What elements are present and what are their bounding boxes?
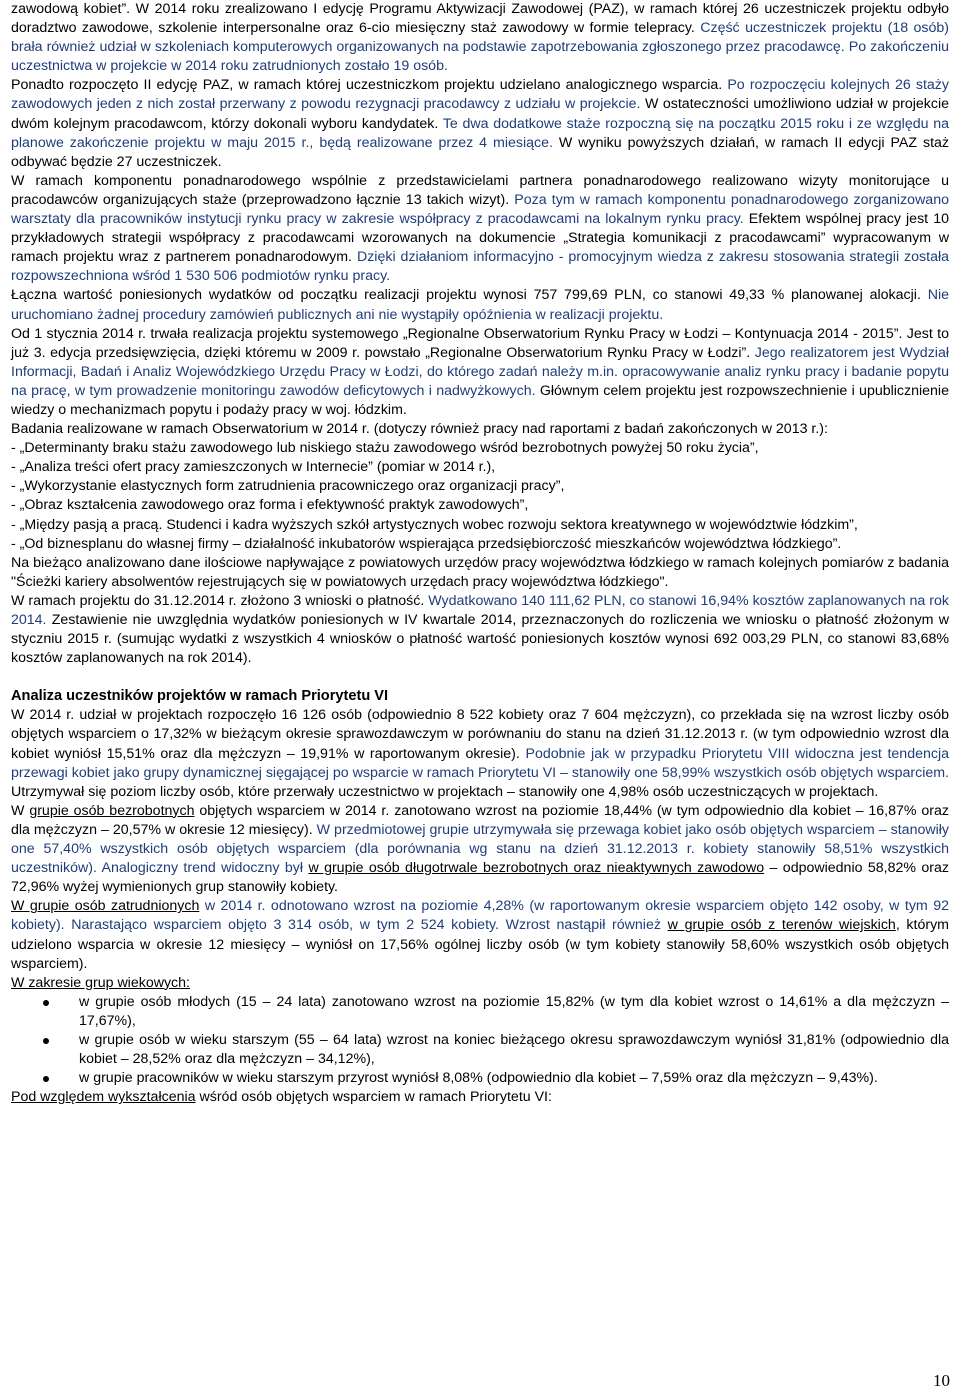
text: W wyniku powyższych działań, w ramach II edycji PAZ staż odbywać będzie 27 uczestniczek. (11, 134, 949, 170)
text: wśród osób objętych wsparciem w ramach Priorytetu VI: (199, 1089, 552, 1106)
text: Jego realizatorem jest Wydział Informacji, Badań i Analiz Wojewódzkiego Urzędu Pracy w Łodzi, do którego zadań należy m.in. opracowywanie analiz rynku pracy i badanie popytu na pracę, w tym prowadzenie monitoringu zawodów deficytowych i nadwyżkowych. (11, 344, 949, 399)
underlined-term: w grupie osób długotrwale bezrobotnych oraz nieaktywnych zawodowo (308, 860, 765, 877)
bullet-icon (43, 1038, 49, 1044)
document-page (11, 0, 949, 1107)
text: objętych wsparciem w 2014 r. zanotowano wzrost na poziomie 18,44% (w tym odpowiednio dla kobiet – 16,87% oraz dla mężczyzn – 20,57% w okresie 12 miesięcy). (11, 802, 949, 838)
text: W (11, 802, 25, 819)
text: W przedmiotowej grupie utrzymywała się przewaga kobiet jako osób objętych wsparciem – stanowiły one 57,40% wszystkich osób objętych wsparciem (dla porównania wg stanu na dzień 31.12.2013 r. kobiety stanowiły 58,51% wszystkich uczestników). Analogiczny trend widoczny był (11, 821, 949, 877)
text: Podobnie jak w przypadku Priorytetu VIII widoczna jest tendencja przewagi kobiet jako grupy dynamicznej sięgającej po wsparcie w ramach Priorytetu VI – stanowiły one 58,99% wszystkich osób objętych wsparciem. (11, 745, 949, 781)
bullet-icon (43, 1076, 49, 1082)
paragraph (11, 1088, 949, 1107)
paragraph (11, 897, 949, 973)
text: W 2014 r. udział w projektach rozpoczęło 16 126 osób (odpowiednio 8 522 kobiety oraz 7 604 mężczyzn), co przekłada się na wzrost liczby osób objętych wsparciem o 17,32% w bieżącym okresie sprawozdawczym w porównaniu do stanu na dzień 31.12.2013 r. (w tym odpowiednio wzrost dla kobiet wyniósł 15,51% oraz dla mężczyzn – 19,91% w raportowanym okresie). (11, 707, 949, 762)
list-item (11, 993, 949, 1031)
underlined-term: W grupie osób zatrudnionych (11, 898, 200, 915)
list-item (11, 1069, 949, 1088)
text: Utrzymywał się poziom liczby osób, które przerwały uczestnictwo w projektach – stanowiły one 4,98% osób uczestniczących w projektach. (11, 783, 879, 800)
list-item: - „Między pasją a pracą. Studenci i kadra wyższych szkół artystycznych wobec rozwoju sektora kreatywnego w województwie łódzkim”, (11, 516, 858, 533)
text: Dzięki działaniom informacyjno - promocyjnym wiedza z zakresu stosowania strategii została rozpowszechniona wśród 1 530 506 podmiotów rynku pracy. (11, 249, 950, 285)
text: W ramach komponentu ponadnarodowego wspólnie z przedstawicielami partnera ponadnarodowego realizowano wizyty monitorujące u pracodawców organizujących staże (przeprowadzono łącznie 13 takich wizyt). (11, 172, 949, 208)
list-item (11, 1031, 949, 1069)
underlined-term: W zakresie grup wiekowych: (11, 974, 190, 991)
text: Nie uruchomiano żadnej procedury zamówień publicznych ani nie wystąpiły opóźnienia w realizacji projektu. (11, 287, 949, 323)
list-item: - „Determinanty braku stażu zawodowego lub niskiego stażu zawodowego wśród bezrobotnych powyżej 50 roku życia”, (11, 440, 759, 457)
paragraph (11, 172, 949, 287)
text: Głównym celem projektu jest rozpowszechnienie i upublicznienie wiedzy o mechanizmach popytu i podaży pracy w woj. łódzkim. (11, 382, 949, 418)
text: Ponadto rozpoczęto II edycję PAZ, w ramach której uczestniczkom projektu udzielano analogicznego wsparcia. (11, 77, 723, 94)
paragraph (11, 0, 949, 76)
underlined-term: grupie osób bezrobotnych (29, 802, 195, 819)
paragraph (11, 325, 949, 420)
text: w 2014 r. odnotowano wzrost na poziomie 4,28% (w raportowanym okresie wsparciem objęto 142 osoby, w tym 92 kobiety). Narastająco wsparciem objęto 3 314 osób, w tym 2 524 kobiety. Wzrost nastąpił również (11, 898, 949, 934)
paragraph (11, 706, 949, 801)
bullet-list (11, 993, 949, 1088)
paragraph (11, 76, 949, 171)
text: Łączna wartość poniesionych wydatków od początku realizacji projektu wynosi 757 799,69 PLN, co stanowi 49,33 % planowanej alokacji. (11, 287, 921, 304)
text: , którym udzielono wsparcia w okresie 12 miesięcy – wyniósł on 17,56% ogólnej liczby osób (w tym kobiety stanowiły 58,60% wszystkich osób objętych wsparciem). (11, 917, 949, 972)
paragraph (11, 592, 949, 668)
bullet-icon (43, 1000, 49, 1006)
text: zawodową kobiet”. W 2014 roku zrealizowano I edycję Programu Aktywizacji Zawodowej (PAZ), w ramach której 26 uczestniczek projektu odbyło doradztwo zawodowe, szkolenie interpersonalne oraz 6-cio miesięczny staż zawodowy w formie telepracy. (11, 1, 949, 37)
underlined-term: Pod względem wykształcenia (11, 1089, 196, 1106)
paragraph (11, 802, 949, 897)
text: Od 1 stycznia 2014 r. trwała realizacja projektu systemowego „Regionalne Obserwatorium Rynku Pracy w Łodzi – Kontynuacja 2014 - 2015”. Jest to już 3. edycja przedsięwzięcia, dzięki któremu w 2009 r. powstało „Regionalne Obserwatorium Rynku Pracy w Łodzi”. (11, 325, 949, 361)
paragraph: Badania realizowane w ramach Obserwatorium w 2014 r. (dotyczy również pracy nad raportami z badań zakończonych w 2013 r.): (11, 421, 828, 438)
text: – odpowiednio 58,82% oraz 72,96% wyżej wymienionych grup stanowiły kobiety. (11, 860, 949, 896)
list-item: - „Wykorzystanie elastycznych form zatrudnienia pracowniczego oraz organizacji pracy”, (11, 478, 565, 495)
list-item: - „Od biznesplanu do własnej firmy – działalność inkubatorów wspierająca przedsiębiorczość mieszkańców województwa łódzkiego”. (11, 535, 842, 552)
page-number: 10 (933, 1371, 950, 1390)
text: Efektem wspólnej pracy jest 10 przykładowych strategii współpracy z pracodawcami wzorowanych na dokumencie „Strategia komunikacji z pracodawcami” wypracowanym w ramach projektu wraz z partnerem ponadnarodowym. (11, 211, 949, 266)
text: Wydatkowano 140 111,62 PLN, co stanowi 16,94% kosztów zaplanowanych na rok 2014. (11, 592, 949, 628)
text: Część uczestniczek projektu (18 osób) brała również udział w szkoleniach komputerowych organizowanych na podstawie zapotrzebowania zgłoszonego przez pracodawcę. (11, 20, 949, 56)
text: Po rozpoczęciu kolejnych 26 staży zawodowych jeden z nich został przerwany z powodu rezygnacji pracodawcy z udziału w projekcie. (11, 77, 949, 113)
paragraph: Na bieżąco analizowano dane ilościowe napływające z powiatowych urzędów pracy województwa łódzkiego w ramach kolejnych pomiarów z badania "Ścieżki kariery absolwentów rejestrujących się w powiatowych urzędach pracy województwa łódzkiego". (11, 554, 949, 590)
text: W ostateczności umożliwiono udział w projekcie dwóm kolejnym pracodawcom, którzy dokonali wyboru kandydatek. (11, 96, 949, 132)
text: w grupie osób młodych (15 – 24 lata) zanotowano wzrost na poziomie 15,82% (w tym dla kobiet wzrost o 14,61% a dla mężczyzn – 17,67%), (79, 993, 949, 1029)
text: w grupie osób w wieku starszym (55 – 64 lata) wzrost na koniec bieżącego okresu sprawozdawczym wyniósł 31,81% (odpowiednio dla kobiet – 28,52% oraz dla mężczyzn – 34,12%), (79, 1031, 949, 1068)
text: Poza tym w ramach komponentu ponadnarodowego zorganizowano warsztaty dla pracowników instytucji rynku pracy w zakresie współpracy z pracodawcami na lokalnym rynku pracy. (11, 191, 949, 228)
paragraph (11, 974, 949, 993)
text: Zestawienie nie uwzględnia wydatków poniesionych w IV kwartale 2014, przeznaczonych do rozliczenia we wniosku o płatność złożonym w styczniu 2015 r. (sumując wydatki z wszystkich 4 wniosków o płatność wartość poniesionych kosztów wynosi 692 003,29 PLN, co stanowi 83,68% kosztów zaplanowanych na rok 2014). (11, 612, 949, 667)
underlined-term: w grupie osób z terenów wiejskich (667, 917, 896, 934)
list-item: - „Obraz kształcenia zawodowego oraz forma i efektywność praktyk zawodowych”, (11, 497, 529, 514)
text: W ramach projektu do 31.12.2014 r. złożono 3 wnioski o płatność. (11, 592, 425, 609)
list-item: - „Analiza treści ofert pracy zamieszczonych w Internecie” (pomiar w 2014 r.), (11, 459, 496, 476)
section-heading: Analiza uczestników projektów w ramach Priorytetu VI (11, 688, 389, 705)
text: Po zakończeniu uczestnictwa w projekcie w 2014 roku zatrudnionych zostało 19 osób. (11, 39, 950, 75)
text: w grupie pracowników w wieku starszym przyrost wyniósł 8,08% (odpowiednio dla kobiet – 7,59% oraz dla mężczyzn – 9,43%). (79, 1070, 878, 1087)
text: Te dwa dodatkowe staże rozpoczną się na początku 2015 roku i ze względu na planowe zakończenie projektu w maju 2015 r., będą realizowane przez 4 miesiące. (11, 115, 950, 151)
paragraph (11, 286, 949, 324)
